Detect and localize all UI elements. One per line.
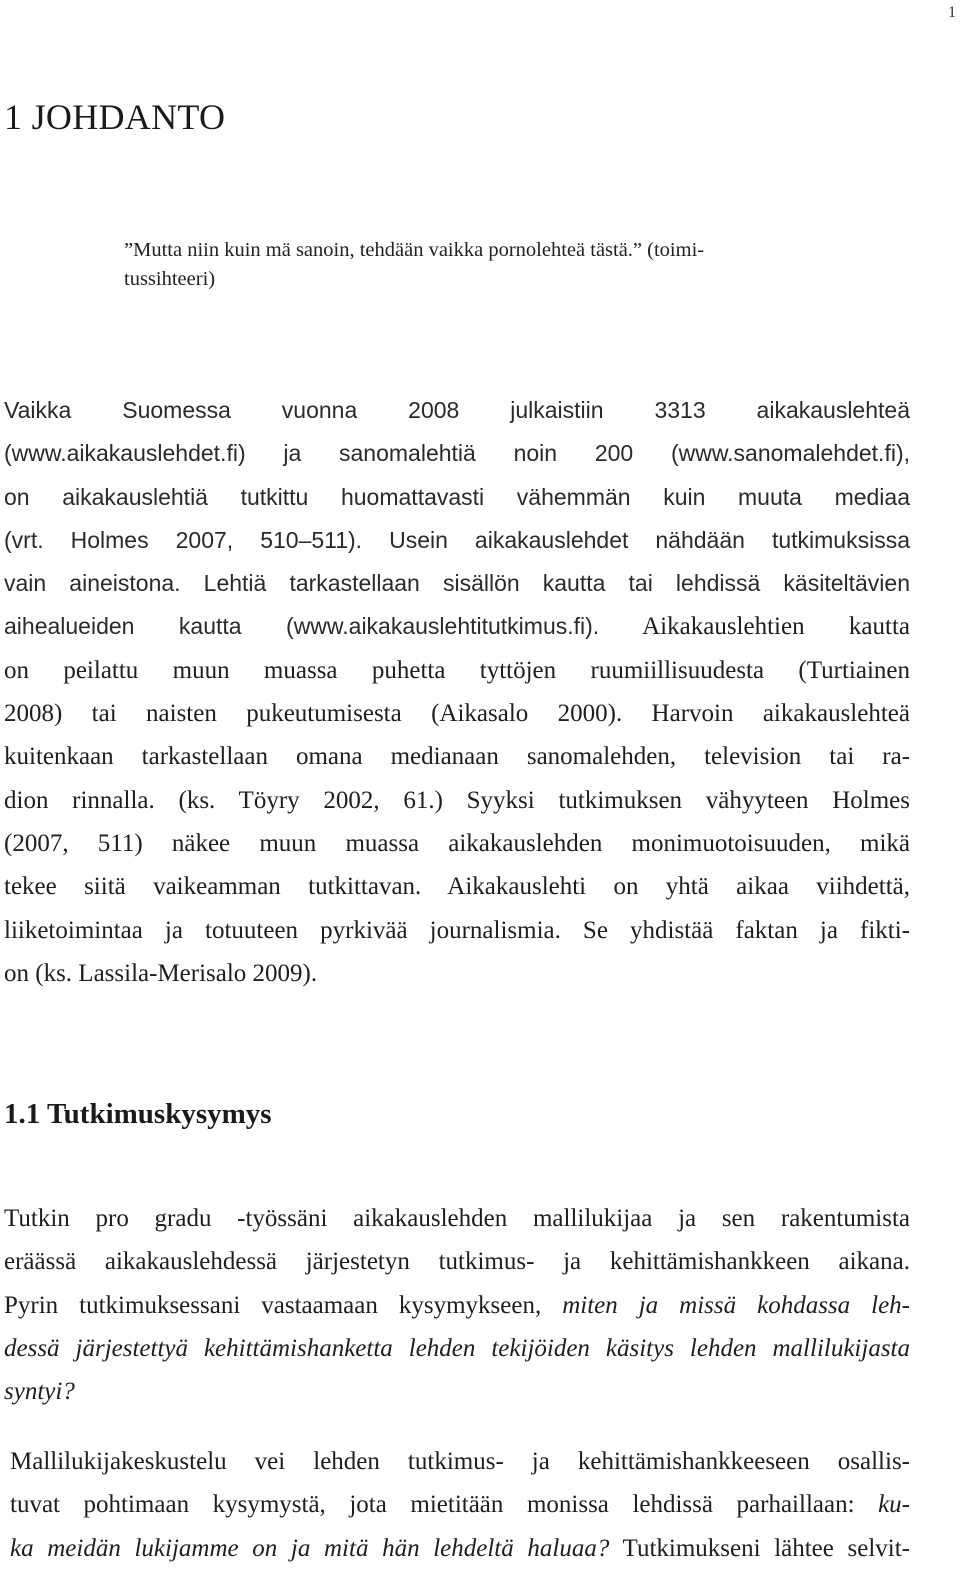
text-run: vain aineistona. xyxy=(4,570,181,597)
text-line: on (ks. Lassila-Merisalo 2009). xyxy=(4,959,318,987)
text-run: Aikakauslehtien kautta xyxy=(599,613,910,641)
text-run: Pyrin tutkimuksessani vastaamaan kysymykseen, xyxy=(4,1291,563,1319)
chapter-heading: 1 JOHDANTO xyxy=(4,97,226,137)
text-line xyxy=(4,562,910,605)
text-run: Harvoin aikakauslehteä xyxy=(622,700,910,728)
text-line xyxy=(4,692,910,735)
epigraph-quote xyxy=(124,236,824,294)
text-line: Mallilukijakeskustelu vei lehden tutkimus- ja kehittämishankkeeseen osallis- xyxy=(10,1448,910,1475)
discussion-paragraph xyxy=(10,1440,910,1570)
text-run: aihealueiden kautta (www.aikakauslehtitutkimus.fi). xyxy=(4,613,600,640)
section-heading: 1.1 Tutkimuskysymys xyxy=(4,1098,272,1130)
text-run: Usein aikakauslehdet nähdään tutkimuksissa xyxy=(362,526,910,553)
text-run: Tutkimukseni lähtee selvit- xyxy=(609,1534,911,1562)
quote-line: ”Mutta niin kuin mä sanoin, tehdään vaikka pornolehteä tästä.” (toimi- xyxy=(124,239,705,261)
text-line: Tutkin pro gradu -työssäni aikakauslehden mallilukijaa ja sen rakentumista xyxy=(4,1205,910,1232)
text-line: tekee siitä vaikeamman tutkittavan. Aikakauslehti on yhtä aikaa viihdettä, xyxy=(4,873,910,901)
research-question-italic: miten ja missä kohdassa leh- xyxy=(562,1291,910,1319)
page-number: 1 xyxy=(948,4,956,21)
text-run: (vrt. Holmes 2007, 510–511). xyxy=(4,526,363,553)
italic-question: ka meidän lukijamme on ja mitä hän lehdeltä haluaa? xyxy=(10,1534,610,1562)
text-line xyxy=(10,1483,910,1526)
research-question-italic: syntyi? xyxy=(4,1378,75,1406)
research-question-paragraph xyxy=(4,1197,910,1413)
text-line: eräässä aikakauslehdessä järjestetyn tutkimus- ja kehittämishankkeen aikana. xyxy=(4,1248,910,1276)
text-line: kuitenkaan tarkastellaan omana medianaan sanomalehden, television tai ra- xyxy=(4,743,910,771)
quote-line: tussihteeri) xyxy=(124,268,216,290)
text-line: liiketoimintaa ja totuuteen pyrkivää journalismia. Se yhdistää faktan ja fikti- xyxy=(4,916,910,944)
italic-question: ku- xyxy=(878,1491,910,1519)
text-run: Lehtiä tarkastellaan sisällön kautta tai lehdissä käsiteltävien xyxy=(180,570,910,597)
research-question-italic: dessä järjestettyä kehittämishanketta lehden tekijöiden käsitys lehden mallilukijasta xyxy=(4,1334,910,1362)
text-line xyxy=(10,1527,910,1570)
text-line: Vaikka Suomessa vuonna 2008 julkaistiin 3313 aikakauslehteä xyxy=(4,397,910,423)
text-run: Syyksi tutkimuksen vähyyteen Holmes xyxy=(442,786,910,814)
text-line xyxy=(4,779,910,822)
intro-paragraph xyxy=(4,389,910,995)
text-line: on aikakauslehtiä tutkittu huomattavasti vähemmän kuin muuta mediaa xyxy=(4,483,910,510)
text-run: tuvat pohtimaan kysymystä, jota mietitään monissa lehdissä parhaillaan: xyxy=(10,1491,879,1519)
text-line xyxy=(4,1284,910,1327)
text-run: 2008) tai naisten pukeutumisesta (Aikasalo 2000). xyxy=(4,700,623,728)
text-line: (2007, 511) näkee muun muassa aikakauslehden monimuotoisuuden, mikä xyxy=(4,829,910,857)
text-line xyxy=(4,605,910,648)
text-line: (www.aikakauslehdet.fi) ja sanomalehtiä noin 200 (www.sanomalehdet.fi), xyxy=(4,440,910,467)
text-line: on peilattu muun muassa puhetta tyttöjen ruumiillisuudesta (Turtiainen xyxy=(4,656,910,684)
text-line xyxy=(4,519,910,562)
text-run: dion rinnalla. (ks. Töyry 2002, 61.) xyxy=(4,786,443,814)
